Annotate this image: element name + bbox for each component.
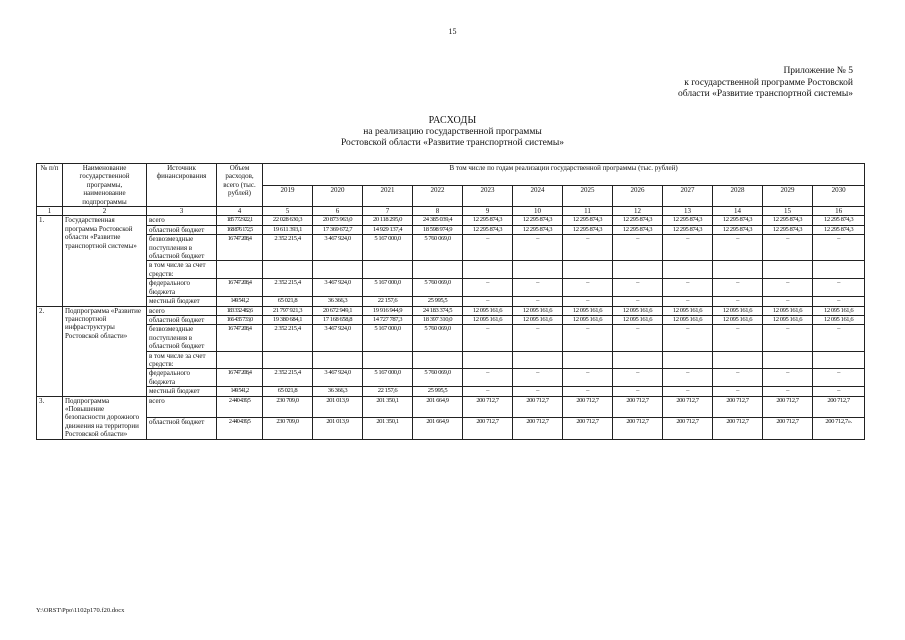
header-year-2021: 2021	[363, 185, 413, 207]
year-value	[463, 351, 513, 369]
year-value: 17 168 658,8	[313, 315, 363, 324]
year-value	[413, 351, 463, 369]
year-value: 3 467 924,0	[313, 325, 363, 351]
year-value: –	[513, 369, 563, 387]
year-value: 22 157,6	[363, 297, 413, 306]
year-value: –	[813, 387, 865, 396]
table-row	[37, 325, 865, 351]
header-year-2026: 2026	[613, 185, 663, 207]
year-value: –	[613, 325, 663, 351]
total-expenses: 16 747 208,4	[217, 235, 263, 261]
year-value: 2 352 215,4	[263, 235, 313, 261]
column-number: 12	[613, 207, 663, 216]
year-value	[713, 261, 763, 279]
year-value: –	[463, 297, 513, 306]
year-value: 22 028 630,3	[263, 216, 313, 225]
table-row	[37, 369, 865, 387]
year-value: 12 295 874,3	[463, 216, 513, 225]
header-year-2030: 2030	[813, 185, 865, 207]
appendix-line-2: к государственной программе Ростовской	[684, 77, 853, 88]
year-value: 25 995,5	[413, 297, 463, 306]
financing-source: местный бюджет	[147, 387, 217, 396]
year-value: 5 167 000,0	[363, 279, 413, 297]
total-expenses: 149 541,2	[217, 297, 263, 306]
year-value: 200 712,7».	[813, 418, 865, 440]
year-value: 200 712,7	[663, 396, 713, 418]
column-number: 10	[513, 207, 563, 216]
table-row	[37, 418, 865, 440]
year-value: 20 672 949,1	[313, 306, 363, 315]
year-value: 201 013,9	[313, 396, 363, 418]
year-value: –	[563, 369, 613, 387]
table-row	[37, 279, 865, 297]
year-value: 20 873 963,0	[313, 216, 363, 225]
year-value	[313, 261, 363, 279]
year-value: 2 352 215,4	[263, 279, 313, 297]
year-value	[363, 351, 413, 369]
year-value: 5 167 000,0	[363, 235, 413, 261]
year-value: 12 095 161,6	[713, 315, 763, 324]
year-value: 25 995,5	[413, 387, 463, 396]
year-value	[463, 261, 513, 279]
year-value	[613, 261, 663, 279]
year-value: 12 295 874,3	[513, 225, 563, 234]
year-value: 12 095 161,6	[513, 306, 563, 315]
column-number: 4	[217, 207, 263, 216]
year-value: 12 295 874,3	[563, 225, 613, 234]
year-value: 12 295 874,3	[613, 216, 663, 225]
column-number: 8	[413, 207, 463, 216]
year-value: 200 712,7	[463, 396, 513, 418]
year-value: 65 021,8	[263, 387, 313, 396]
total-expenses	[217, 351, 263, 369]
header-no: № п/п	[37, 164, 63, 207]
header-row-1	[37, 164, 865, 186]
year-value: –	[513, 387, 563, 396]
year-value: –	[813, 325, 865, 351]
year-value: 200 712,7	[813, 396, 865, 418]
year-value: –	[663, 297, 713, 306]
year-value	[663, 351, 713, 369]
column-number: 7	[363, 207, 413, 216]
year-value: 200 712,7	[713, 418, 763, 440]
year-value: 12 295 874,3	[663, 225, 713, 234]
year-value	[713, 351, 763, 369]
year-value: 22 157,6	[363, 387, 413, 396]
appendix-line-1: Приложение № 5	[783, 66, 853, 76]
year-value: 200 712,7	[563, 418, 613, 440]
year-value: –	[563, 325, 613, 351]
year-value: 200 712,7	[463, 418, 513, 440]
year-value: 12 095 161,6	[763, 315, 813, 324]
program-name: Подпрограмма «Развитие транспортной инфраструктуры Ростовской области»	[63, 306, 147, 396]
year-value: –	[513, 297, 563, 306]
document-title	[0, 115, 905, 150]
year-value: 12 295 874,3	[513, 216, 563, 225]
header-source: Источник финансирования	[147, 164, 217, 207]
year-value: 200 712,7	[713, 396, 763, 418]
year-value: –	[613, 387, 663, 396]
column-number: 15	[763, 207, 813, 216]
year-value: 12 295 874,3	[813, 225, 865, 234]
column-number: 9	[463, 207, 513, 216]
appendix-block	[678, 66, 853, 101]
year-value: 200 712,7	[763, 396, 813, 418]
year-value: 14 929 137,4	[363, 225, 413, 234]
year-value: –	[613, 369, 663, 387]
total-expenses: 183 332 482,6	[217, 306, 263, 315]
year-value: –	[763, 297, 813, 306]
column-number: 16	[813, 207, 865, 216]
year-value: 12 295 874,3	[813, 216, 865, 225]
year-value: 12 095 161,6	[663, 315, 713, 324]
year-value: –	[463, 279, 513, 297]
year-value: 19 611 393,1	[263, 225, 313, 234]
year-value: –	[763, 325, 813, 351]
financing-source: федерального бюджета	[147, 369, 217, 387]
footer-file-path: Y:\ORST\Ppo\1102p170.f20.docx	[36, 607, 125, 614]
total-expenses: 185 772 922,1	[217, 216, 263, 225]
year-value: 5 167 000,0	[363, 325, 413, 351]
year-value: 20 118 295,0	[363, 216, 413, 225]
total-expenses: 16 747 208,4	[217, 325, 263, 351]
table-row	[37, 315, 865, 324]
year-value	[263, 351, 313, 369]
header-year-2029: 2029	[763, 185, 813, 207]
year-value: 12 095 161,6	[463, 315, 513, 324]
year-value: 3 467 924,0	[313, 369, 363, 387]
financing-source: местный бюджет	[147, 297, 217, 306]
year-value: 201 350,1	[363, 396, 413, 418]
header-year-2020: 2020	[313, 185, 363, 207]
financing-source: в том числе за счет средств:	[147, 351, 217, 369]
year-value: –	[663, 279, 713, 297]
financing-source: всего	[147, 216, 217, 225]
year-value	[813, 351, 865, 369]
year-value: –	[613, 235, 663, 261]
year-value: 12 095 161,6	[763, 306, 813, 315]
year-value	[363, 261, 413, 279]
year-value	[513, 261, 563, 279]
page-number: 15	[448, 27, 457, 36]
year-value	[313, 351, 363, 369]
total-expenses: 16 747 208,4	[217, 279, 263, 297]
year-value: 14 727 787,3	[363, 315, 413, 324]
column-number: 3	[147, 207, 217, 216]
appendix-line-3: области «Развитие транспортной системы»	[678, 89, 853, 99]
year-value	[563, 351, 613, 369]
year-value: 12 095 161,6	[613, 315, 663, 324]
year-value: –	[663, 387, 713, 396]
year-value: 12 095 161,6	[563, 306, 613, 315]
year-value: –	[463, 325, 513, 351]
year-value	[563, 261, 613, 279]
year-value: –	[713, 279, 763, 297]
financing-source: безвозмездные поступления в областной бюджет	[147, 325, 217, 351]
year-value: 18 397 310,0	[413, 315, 463, 324]
year-value: –	[563, 235, 613, 261]
year-value: 36 366,3	[313, 297, 363, 306]
column-number: 5	[263, 207, 313, 216]
year-value: –	[713, 325, 763, 351]
year-value: 12 295 874,3	[713, 225, 763, 234]
year-value: 12 295 874,3	[463, 225, 513, 234]
table-row	[37, 225, 865, 234]
year-value: 200 712,7	[613, 396, 663, 418]
financing-source: федерального бюджета	[147, 279, 217, 297]
year-value: 200 712,7	[563, 396, 613, 418]
table-row	[37, 387, 865, 396]
year-value: –	[513, 235, 563, 261]
year-value: 5 167 000,0	[363, 369, 413, 387]
financing-source: областной бюджет	[147, 315, 217, 324]
header-year-2023: 2023	[463, 185, 513, 207]
year-value: –	[763, 235, 813, 261]
year-value: –	[713, 235, 763, 261]
year-value: –	[563, 297, 613, 306]
year-value: 21 797 921,3	[263, 306, 313, 315]
year-value: 200 712,7	[663, 418, 713, 440]
year-value: –	[713, 297, 763, 306]
year-value: –	[663, 325, 713, 351]
year-value: 200 712,7	[513, 396, 563, 418]
title-line-3: Ростовской области «Развитие транспортной системы»	[340, 138, 564, 148]
year-value	[513, 351, 563, 369]
year-value: 2 352 215,4	[263, 325, 313, 351]
year-value: 12 095 161,6	[613, 306, 663, 315]
total-expenses: 2 440 439,5	[217, 396, 263, 418]
header-name: Наименование государственной программы, наименование подпрограммы	[63, 164, 147, 207]
financing-source: в том числе за счет средств:	[147, 261, 217, 279]
header-year-2024: 2024	[513, 185, 563, 207]
year-value: 3 467 924,0	[313, 279, 363, 297]
column-number: 13	[663, 207, 713, 216]
column-number: 14	[713, 207, 763, 216]
year-value: 12 095 161,6	[813, 306, 865, 315]
year-value: 5 760 069,0	[413, 369, 463, 387]
row-number: 2.	[37, 306, 63, 396]
year-value: 2 352 215,4	[263, 369, 313, 387]
header-year-2028: 2028	[713, 185, 763, 207]
year-value: –	[713, 387, 763, 396]
year-value: 18 598 974,9	[413, 225, 463, 234]
year-value: 5 760 069,0	[413, 279, 463, 297]
row-number: 1.	[37, 216, 63, 306]
year-value: 12 295 874,3	[613, 225, 663, 234]
year-value: –	[813, 297, 865, 306]
year-value: –	[763, 279, 813, 297]
year-value: –	[763, 369, 813, 387]
year-value: 24 385 039,4	[413, 216, 463, 225]
table-row	[37, 216, 865, 225]
column-numbers-row	[37, 207, 865, 216]
year-value: –	[713, 369, 763, 387]
year-value: 201 664,9	[413, 396, 463, 418]
year-value	[763, 351, 813, 369]
year-value	[263, 261, 313, 279]
year-value: 5 760 069,0	[413, 235, 463, 261]
program-name: Подпрограмма «Повышение безопасности дорожного движения на территории Ростовской области»	[63, 396, 147, 439]
table-row	[37, 235, 865, 261]
header-year-2022: 2022	[413, 185, 463, 207]
financing-source: областной бюджет	[147, 225, 217, 234]
year-value: 17 369 672,7	[313, 225, 363, 234]
table-row	[37, 351, 865, 369]
year-value: 12 095 161,6	[563, 315, 613, 324]
table-row	[37, 306, 865, 315]
year-value	[763, 261, 813, 279]
column-number: 2	[63, 207, 147, 216]
year-value	[663, 261, 713, 279]
year-value: 36 366,3	[313, 387, 363, 396]
year-value: 201 664,9	[413, 418, 463, 440]
total-expenses: 16 747 208,4	[217, 369, 263, 387]
year-value: 12 295 874,3	[763, 225, 813, 234]
year-value: –	[813, 235, 865, 261]
year-value: 230 709,0	[263, 396, 313, 418]
financing-source: всего	[147, 396, 217, 418]
year-value: 230 709,0	[263, 418, 313, 440]
year-value: –	[463, 235, 513, 261]
year-value: 12 295 874,3	[663, 216, 713, 225]
year-value: –	[513, 279, 563, 297]
financing-source: всего	[147, 306, 217, 315]
financing-source: безвозмездные поступления в областной бюджет	[147, 235, 217, 261]
header-year-2019: 2019	[263, 185, 313, 207]
row-number: 3.	[37, 396, 63, 439]
table-body	[37, 216, 865, 439]
year-value: 201 350,1	[363, 418, 413, 440]
year-value: –	[613, 297, 663, 306]
year-value: 19 916 944,9	[363, 306, 413, 315]
year-value: –	[663, 235, 713, 261]
program-name: Государственная программа Ростовской области «Развитие транспортной системы»	[63, 216, 147, 306]
table-row	[37, 297, 865, 306]
table-row	[37, 396, 865, 418]
year-value: –	[563, 387, 613, 396]
total-expenses: 2 440 439,5	[217, 418, 263, 440]
year-value: –	[463, 369, 513, 387]
year-value: 200 712,7	[613, 418, 663, 440]
year-value	[413, 261, 463, 279]
year-value: 19 380 684,1	[263, 315, 313, 324]
header-volume: Объем расходов, всего (тыс. рублей)	[217, 164, 263, 207]
year-value: –	[763, 387, 813, 396]
title-line-1: РАСХОДЫ	[428, 115, 477, 126]
year-value: –	[663, 369, 713, 387]
expenses-table	[36, 163, 865, 440]
year-value: 12 295 874,3	[763, 216, 813, 225]
year-value: 5 760 069,0	[413, 325, 463, 351]
year-value: 65 021,8	[263, 297, 313, 306]
year-value: –	[813, 369, 865, 387]
header-year-2027: 2027	[663, 185, 713, 207]
year-value: 12 095 161,6	[513, 315, 563, 324]
total-expenses: 168 876 172,5	[217, 225, 263, 234]
year-value: –	[513, 325, 563, 351]
year-value: 12 095 161,6	[663, 306, 713, 315]
year-value: 12 095 161,6	[713, 306, 763, 315]
header-years-group: В том числе по годам реализации государственной программы (тыс. рублей)	[263, 164, 865, 186]
year-value: 200 712,7	[763, 418, 813, 440]
title-line-2: на реализацию государственной программы	[363, 126, 542, 137]
header-year-2025: 2025	[563, 185, 613, 207]
column-number: 1	[37, 207, 63, 216]
year-value: 12 095 161,6	[813, 315, 865, 324]
total-expenses: 149 541,2	[217, 387, 263, 396]
year-value: 12 295 874,3	[713, 216, 763, 225]
year-value	[813, 261, 865, 279]
year-value: 12 295 874,3	[563, 216, 613, 225]
year-value: –	[813, 279, 865, 297]
year-value: –	[613, 279, 663, 297]
year-value: 200 712,7	[513, 418, 563, 440]
total-expenses	[217, 261, 263, 279]
year-value: –	[563, 279, 613, 297]
column-number: 11	[563, 207, 613, 216]
total-expenses: 166 435 733,0	[217, 315, 263, 324]
financing-source: областной бюджет	[147, 418, 217, 440]
column-number: 6	[313, 207, 363, 216]
year-value: –	[463, 387, 513, 396]
year-value: 3 467 924,0	[313, 235, 363, 261]
year-value	[613, 351, 663, 369]
table-row	[37, 261, 865, 279]
year-value: 24 183 374,5	[413, 306, 463, 315]
year-value: 201 013,9	[313, 418, 363, 440]
year-value: 12 095 161,6	[463, 306, 513, 315]
